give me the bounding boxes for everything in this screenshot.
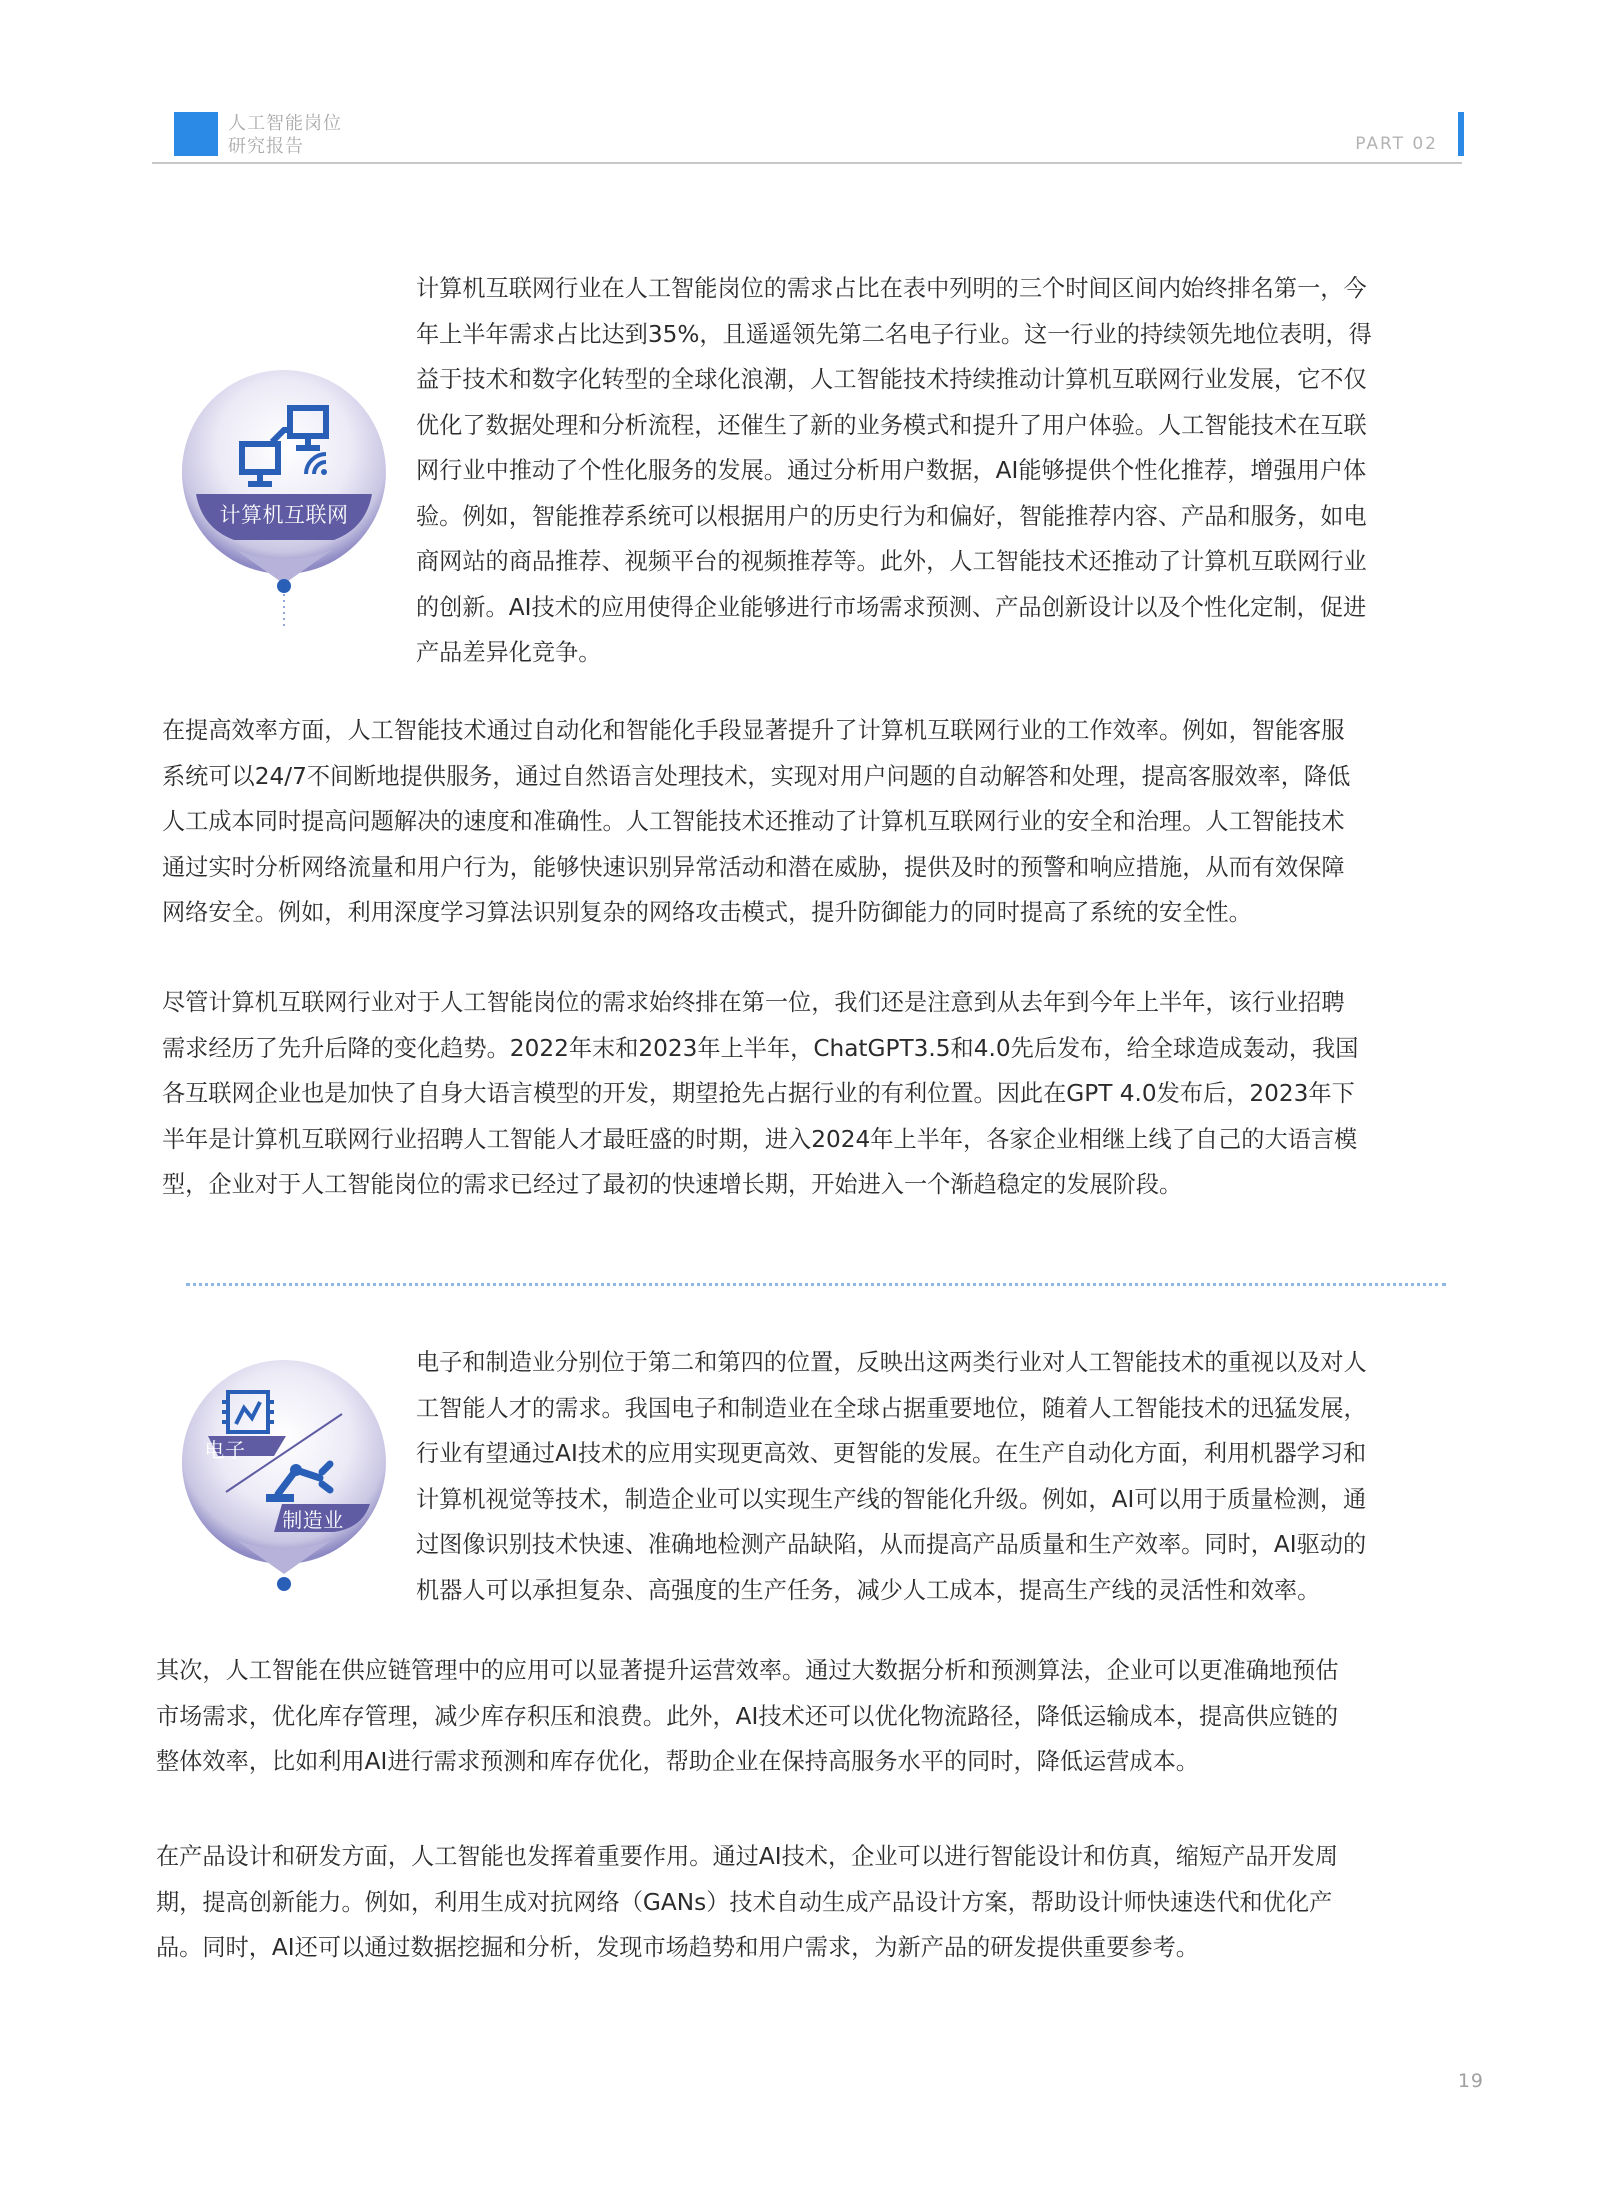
text-line: 半年是计算机互联网行业招聘人工智能人才最旺盛的时期，进入2024年上半年，各家企业相继上线了自己的大语言模 bbox=[162, 1125, 1358, 1153]
section-divider bbox=[186, 1283, 1446, 1286]
text-line: 网络安全。例如，利用深度学习算法识别复杂的网络攻击模式，提升防御能力的同时提高了系统的安全性。 bbox=[162, 899, 1252, 926]
text-line: 的创新。AI技术的应用使得企业能够进行市场需求预测、产品创新设计以及个性化定制，促进 bbox=[416, 593, 1367, 621]
text-line: 产品差异化竞争。 bbox=[416, 639, 602, 666]
text-line: 验。例如，智能推荐系统可以根据用户的历史行为和偏好，智能推荐内容、产品和服务，如电 bbox=[416, 502, 1367, 530]
badge-electronics-manufacturing bbox=[174, 1352, 394, 1602]
text-line: 益于技术和数字化转型的全球化浪潮，人工智能技术持续推动计算机互联网行业发展，它不仅 bbox=[416, 366, 1367, 393]
section1-intro-paragraph bbox=[416, 266, 1458, 676]
text-line: 人工成本同时提高问题解决的速度和准确性。人工智能技术还推动了计算机互联网行业的安全和治理。人工智能技术 bbox=[162, 808, 1345, 835]
badge-label-manufacturing: 制造业 bbox=[282, 1508, 344, 1532]
text-line: 电子和制造业分别位于第二和第四的位置，反映出这两类行业对人工智能技术的重视以及对人 bbox=[416, 1349, 1367, 1376]
header-report-title bbox=[228, 112, 342, 158]
text-line: 在产品设计和研发方面，人工智能也发挥着重要作用。通过AI技术，企业可以进行智能设计和仿真，缩短产品开发周 bbox=[156, 1843, 1339, 1870]
badge-label: 计算机互联网 bbox=[219, 503, 349, 527]
badge-label-electronics: 电子 bbox=[204, 1438, 246, 1462]
text-line: 需求经历了先升后降的变化趋势。2022年末和2023年上半年，ChatGPT3.5和4.0先后发布，给全球造成轰动，我国 bbox=[162, 1034, 1359, 1062]
text-line: 网行业中推动了个性化服务的发展。通过分析用户数据，AI能够提供个性化推荐，增强用户体 bbox=[416, 457, 1367, 484]
header-logo-square bbox=[174, 112, 218, 156]
text-line: 商网站的商品推荐、视频平台的视频推荐等。此外，人工智能技术还推动了计算机互联网行业 bbox=[416, 548, 1367, 575]
header-divider bbox=[152, 162, 1462, 164]
header-accent-bar bbox=[1458, 112, 1464, 156]
section1-trend-paragraph bbox=[162, 980, 1458, 1208]
text-line: 各互联网企业也是加快了自身大语言模型的开发，期望抢先占据行业的有利位置。因此在GPT 4.0发布后，2023年下 bbox=[162, 1080, 1355, 1107]
text-line: 期，提高创新能力。例如，利用生成对抗网络（GANs）技术自动生成产品设计方案，帮助设计师快速迭代和优化产 bbox=[156, 1888, 1333, 1916]
text-line: 品。同时，AI还可以通过数据挖掘和分析，发现市场趋势和用户需求，为新产品的研发提供重要参考。 bbox=[156, 1934, 1199, 1961]
header-title-line2: 研究报告 bbox=[228, 136, 304, 157]
computer-network-icon bbox=[174, 362, 394, 632]
electronics-manufacturing-icon bbox=[174, 1352, 394, 1602]
text-line: 市场需求，优化库存管理，减少库存积压和浪费。此外，AI技术还可以优化物流路径，降低运输成本，提高供应链的 bbox=[156, 1702, 1339, 1730]
text-line: 在提高效率方面，人工智能技术通过自动化和智能化手段显著提升了计算机互联网行业的工作效率。例如，智能客服 bbox=[162, 717, 1345, 744]
text-line: 行业有望通过AI技术的应用实现更高效、更智能的发展。在生产自动化方面，利用机器学习和 bbox=[416, 1440, 1367, 1467]
text-line: 计算机互联网行业在人工智能岗位的需求占比在表中列明的三个时间区间内始终排名第一，今 bbox=[416, 275, 1367, 302]
header-title-line1: 人工智能岗位 bbox=[228, 113, 342, 134]
text-line: 优化了数据处理和分析流程，还催生了新的业务模式和提升了用户体验。人工智能技术在互联 bbox=[416, 411, 1367, 439]
text-line: 年上半年需求占比达到35%，且遥遥领先第二名电子行业。这一行业的持续领先地位表明，得 bbox=[416, 320, 1372, 348]
text-line: 型，企业对于人工智能岗位的需求已经过了最初的快速增长期，开始进入一个渐趋稳定的发展阶段。 bbox=[162, 1171, 1183, 1198]
header-part-label: PART 02 bbox=[1355, 134, 1438, 154]
text-line: 尽管计算机互联网行业对于人工智能岗位的需求始终排在第一位，我们还是注意到从去年到今年上半年，该行业招聘 bbox=[162, 989, 1345, 1016]
text-line: 工智能人才的需求。我国电子和制造业在全球占据重要地位，随着人工智能技术的迅猛发展， bbox=[416, 1394, 1367, 1422]
text-line: 机器人可以承担复杂、高强度的生产任务，减少人工成本，提高生产线的灵活性和效率。 bbox=[416, 1576, 1321, 1604]
section1-efficiency-paragraph bbox=[162, 708, 1458, 936]
text-line: 过图像识别技术快速、准确地检测产品缺陷，从而提高产品质量和生产效率。同时，AI驱动的 bbox=[416, 1531, 1367, 1558]
section2-supply-chain-paragraph bbox=[156, 1648, 1458, 1785]
section2-rd-paragraph bbox=[156, 1834, 1458, 1971]
text-line: 通过实时分析网络流量和用户行为，能够快速识别异常活动和潜在威胁，提供及时的预警和响应措施，从而有效保障 bbox=[162, 853, 1345, 881]
text-line: 其次，人工智能在供应链管理中的应用可以显著提升运营效率。通过大数据分析和预测算法，企业可以更准确地预估 bbox=[156, 1657, 1339, 1684]
text-line: 系统可以24/7不间断地提供服务，通过自然语言处理技术，实现对用户问题的自动解答和处理，提高客服效率，降低 bbox=[162, 762, 1351, 790]
page-number: 19 bbox=[1457, 2070, 1484, 2092]
badge-computer-internet bbox=[174, 362, 394, 632]
text-line: 整体效率，比如利用AI进行需求预测和库存优化，帮助企业在保持高服务水平的同时，降低运营成本。 bbox=[156, 1748, 1199, 1775]
section2-intro-paragraph bbox=[416, 1340, 1458, 1613]
text-line: 计算机视觉等技术，制造企业可以实现生产线的智能化升级。例如，AI可以用于质量检测，通 bbox=[416, 1485, 1367, 1513]
